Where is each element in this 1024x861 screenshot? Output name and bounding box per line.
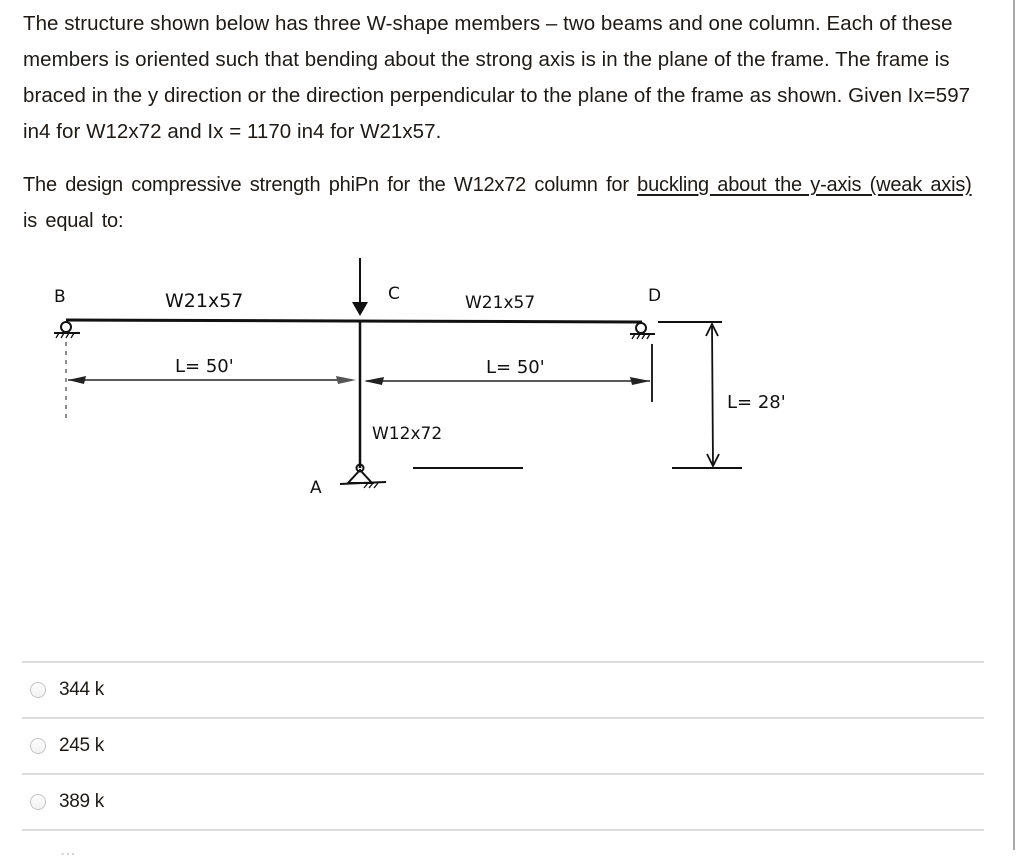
option-label: ... (60, 839, 76, 860)
node-label-c: C (388, 284, 400, 304)
option-label: 245 k (59, 735, 104, 756)
node-label-a: A (310, 478, 322, 498)
right-beam-label: W21x57 (465, 293, 536, 313)
answer-option[interactable] (22, 775, 984, 829)
radio-button[interactable] (30, 738, 46, 754)
frame-diagram (30, 250, 830, 510)
radio-button[interactable] (30, 794, 46, 810)
left-span-label: L= 50' (175, 356, 234, 377)
left-beam-label: W21x57 (165, 290, 244, 312)
answer-option[interactable] (22, 719, 984, 773)
question-prompt (23, 167, 993, 239)
prompt-underlined-text: buckling about the y-axis (weak axis) (637, 174, 972, 196)
radio-button[interactable] (30, 682, 46, 698)
answer-options (22, 661, 984, 860)
node-label-d: D (648, 286, 662, 306)
answer-option[interactable] (22, 663, 984, 717)
option-label: 389 k (59, 791, 104, 812)
panel-border (1013, 0, 1015, 850)
prompt-text: The design compressive strength phiPn for the W12x72 column for (23, 174, 638, 196)
option-label: 344 k (59, 679, 104, 700)
question-block (23, 6, 993, 239)
answer-option-partial[interactable] (22, 831, 984, 860)
question-context: The structure shown below has three W-shape members – two beams and one column. Each of these members is oriented such that bending about the strong axis is in the plane of the frame. The frame is braced in the y direction or the direction perpendicular to the plane of the frame as shown. Given Ix=597 in4 for W12x72 and Ix = 1170 in4 for W21x57. (23, 12, 971, 143)
right-span-label: L= 50' (486, 357, 545, 378)
column-label: W12x72 (372, 424, 443, 444)
column-height-label: L= 28' (727, 392, 786, 413)
node-label-b: B (54, 287, 66, 307)
prompt-suffix-text: is equal to: (23, 210, 124, 232)
